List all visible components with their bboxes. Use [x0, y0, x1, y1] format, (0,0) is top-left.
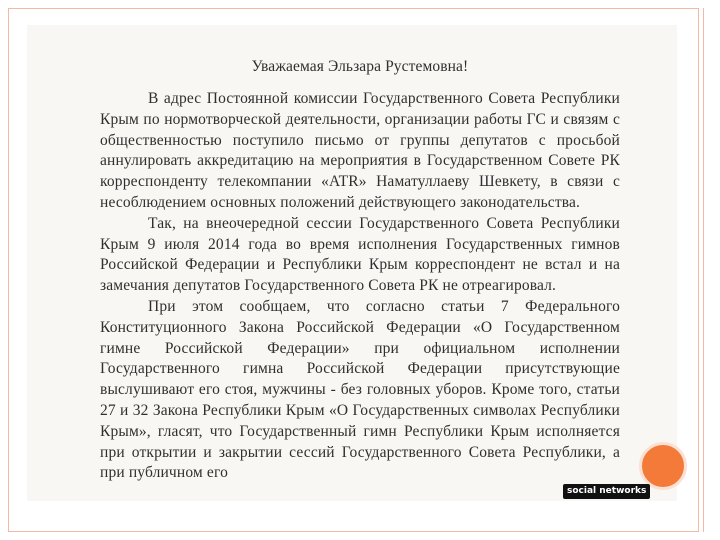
letter-paragraph-1: В адрес Постоянной комиссии Государственного Совета Республики Крым по нормотворческой деятельности, организации работы ГС и связям с общественностью поступило письмо от группы депутатов с просьбой аннулировать аккредитацию на мероприятия в Государственном Совете РК корреспонденту телекомпании «ATR» Наматуллаеву Шевкету, в связи с несоблюдением основных положений действующего законодательства.: [100, 90, 620, 211]
scanned-letter: [27, 25, 677, 501]
frame-line-right-outer: [703, 8, 704, 532]
frame-line-left: [8, 8, 9, 532]
frame-line-right: [698, 8, 699, 532]
decorative-circle-icon: [639, 442, 687, 490]
letter-paragraph-2: Так, на внеочередной сессии Государственного Совета Республики Крым 9 июля 2014 года во время исполнения Государственных гимнов Российской Федерации и Республики Крым корреспондент не встал и на замечания депутатов Государственного Совета РК не отреагировал.: [100, 214, 620, 295]
letter-paragraph-3: При этом сообщаем, что согласно статьи 7 Федерального Конституционного Закона Российской Федерации «О Государственном гимне Российской Федерации» при официальном исполнении Государственного гимна Российской Федерации присутствующие выслушивают его стоя, мужчины - без головных уборов. Кроме того, статьи 27 и 32 Закона Республики Крым «О Государственных символах Республики Крым», гласят, что Государственный гимн Республики Крым исполняется при открытии и закрытии сессий Государственного Совета Республики, а при публичном его: [100, 297, 620, 482]
frame-line-bottom: [8, 531, 698, 532]
letter-body: [100, 25, 620, 484]
letter-salutation: Уважаемая Эльзара Рустемовна!: [251, 58, 469, 75]
frame-line-top: [8, 8, 698, 9]
social-networks-badge[interactable]: social networks: [563, 484, 650, 499]
